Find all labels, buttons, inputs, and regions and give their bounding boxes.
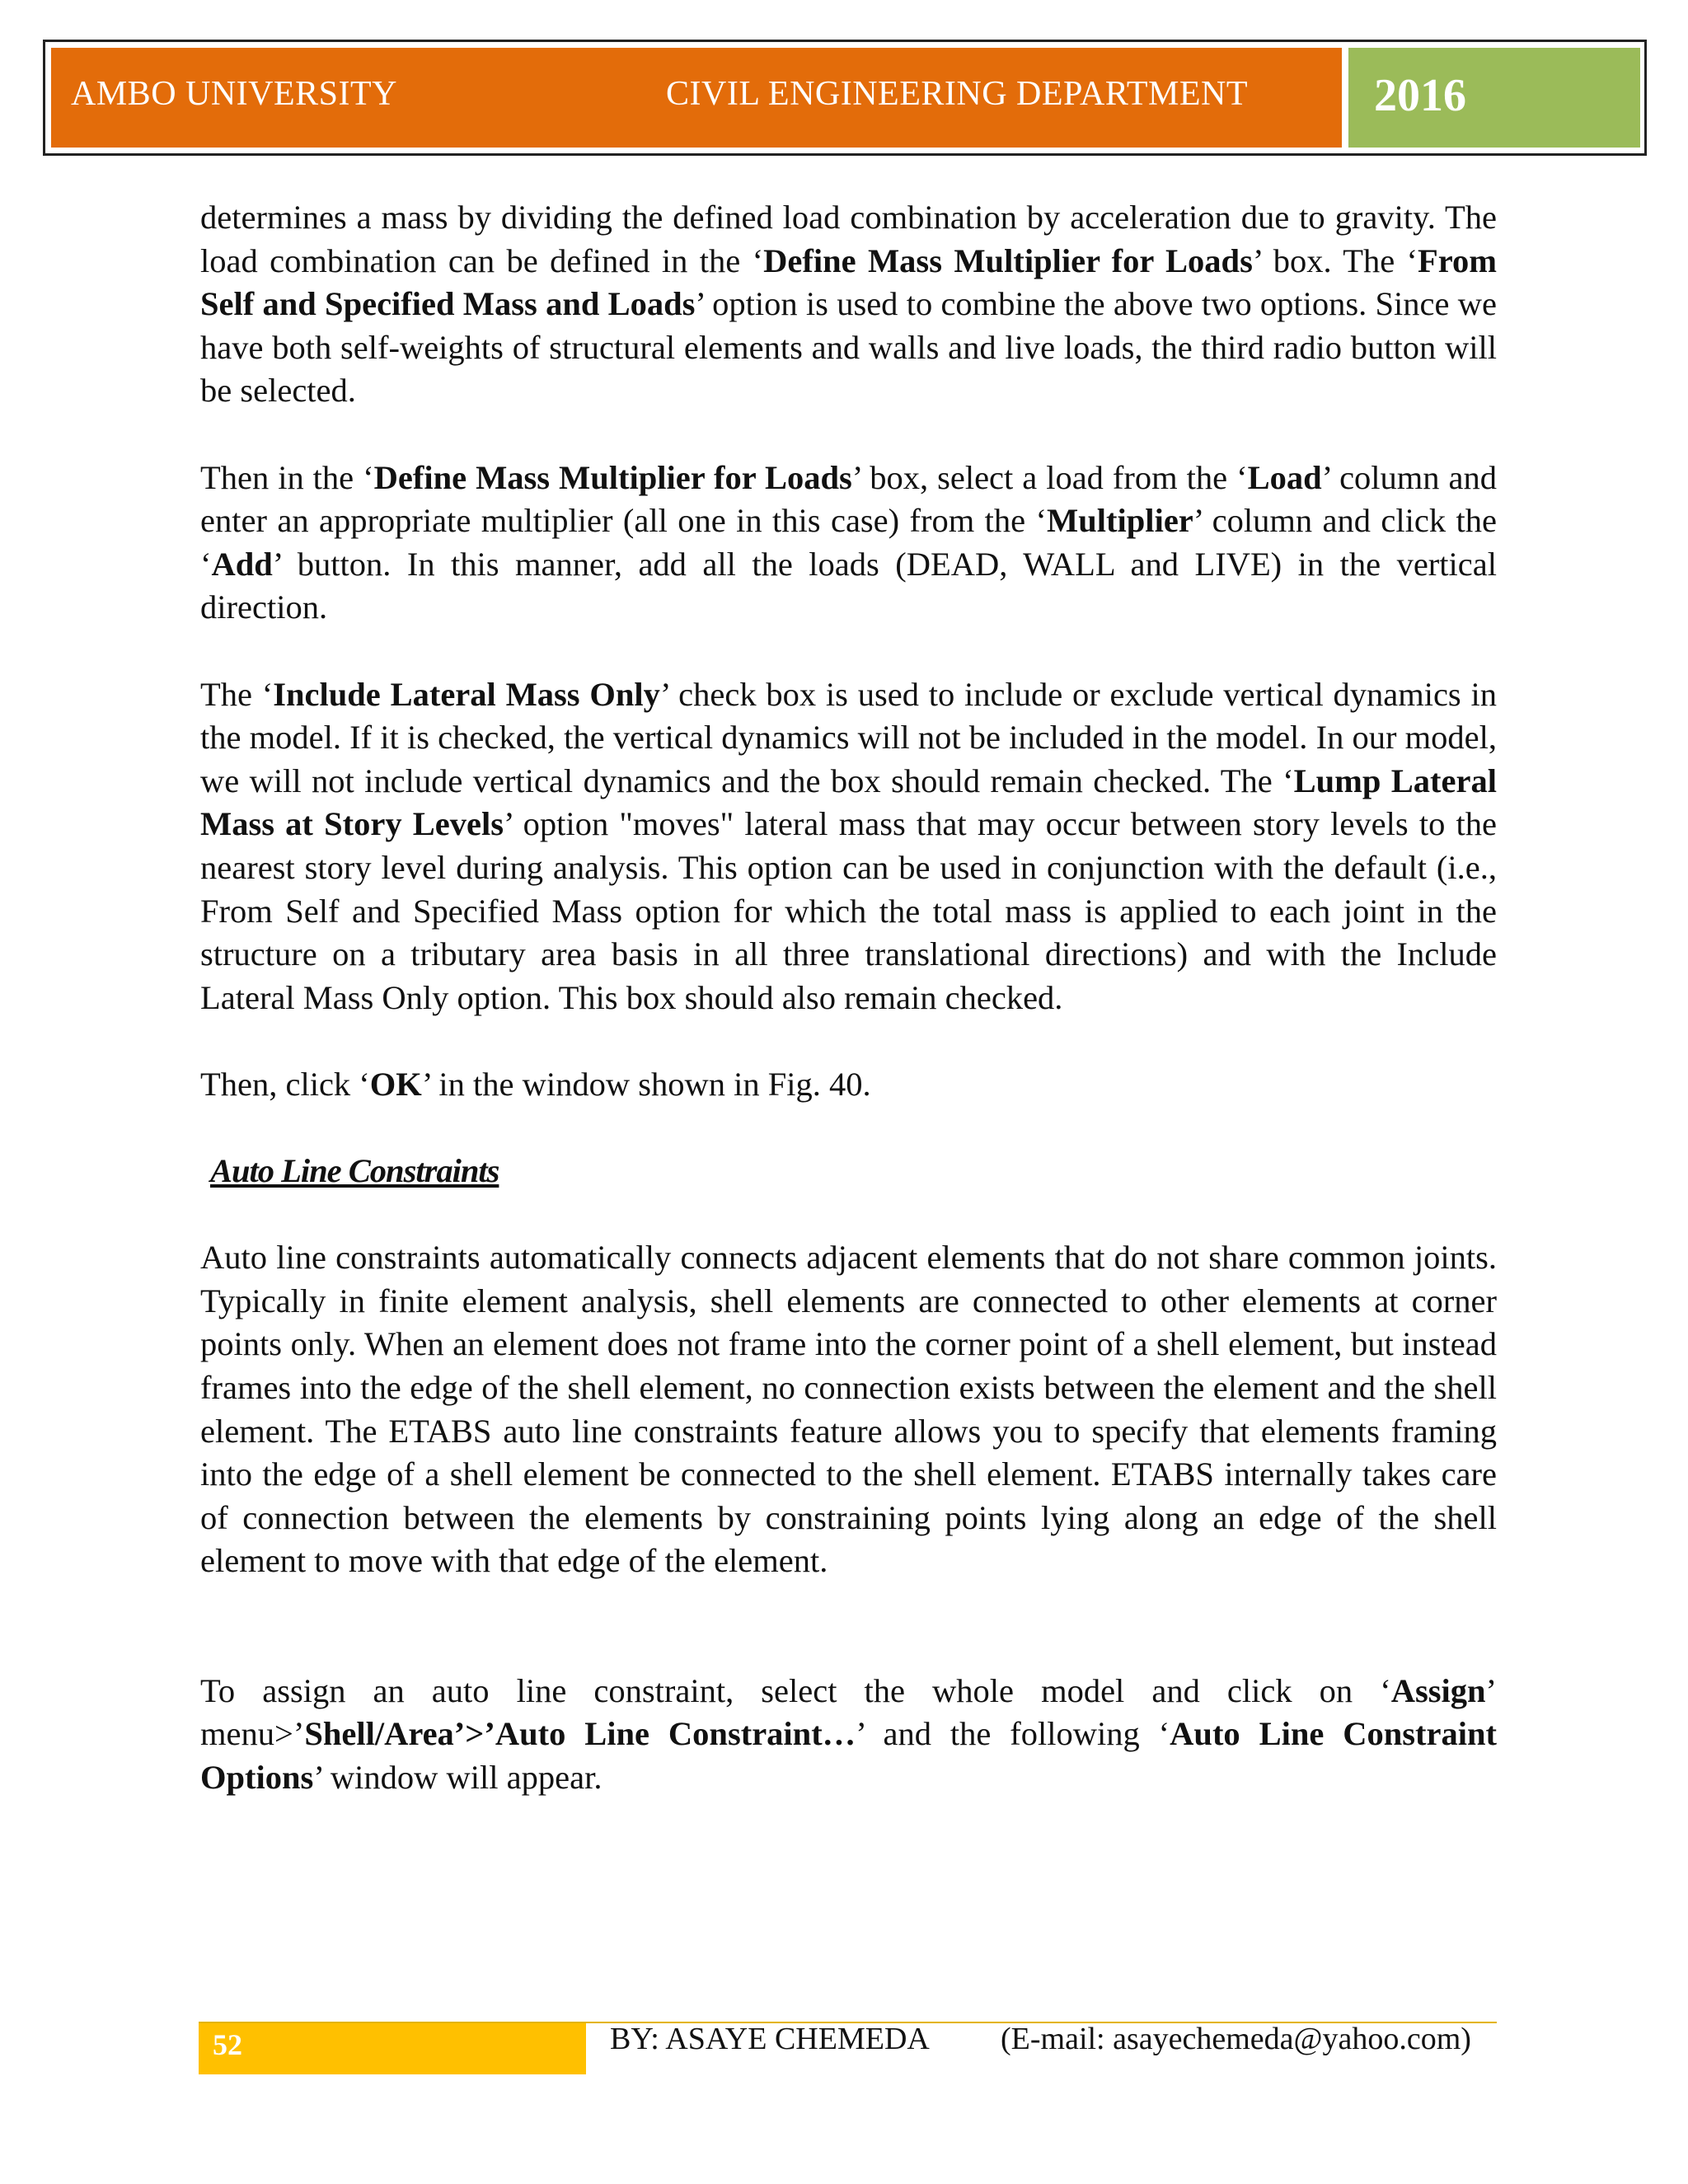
footer-page-box xyxy=(199,2023,586,2074)
paragraph-auto-line-constraints: Auto line constraints automatically connects adjacent elements that do not share common joints. Typically in finite element analysis, shell elements are connected to other elements at corner points only. When an element does not frame into the corner point of a shell element, but instead frames into the edge of the shell element, no connection exists between the element and the shell element. The ETABS auto line constraints feature allows you to specify that elements framing into the edge of a shell element be connected to the shell element. ETABS internally takes care of connection between the elements by constraining points lying along an edge of the shell element to move with that edge of the element. xyxy=(200,1239,1497,1580)
bold-term: Assign xyxy=(1390,1671,1486,1709)
paragraph-assign-constraint xyxy=(200,1670,1497,1800)
bold-term: Shell/Area’>’Auto Line Constraint… xyxy=(304,1715,856,1753)
footer-author: BY: ASAYE CHEMEDA xyxy=(610,2022,930,2056)
document-body xyxy=(200,196,1497,1843)
text-run: ’ column and enter an appropriate multiplier (all one in this case) from the ‘ xyxy=(200,458,1498,540)
text-run: ’ window will appear. xyxy=(313,1758,603,1796)
section-heading-paragraph xyxy=(200,1150,1497,1193)
paragraph-lateral-mass xyxy=(200,673,1497,1020)
text-run: determines a mass by dividing the defined load combination by acceleration due to gravity. The load combination can be defined in the ‘ xyxy=(200,199,1497,279)
bold-term: Lump Lateral Mass at Story Levels xyxy=(200,762,1497,843)
bold-term: OK xyxy=(369,1065,422,1103)
bold-term: Auto Line Constraint Options xyxy=(200,1715,1497,1796)
bold-term: From Self and Specified Mass and Loads xyxy=(200,241,1498,323)
header-year: 2016 xyxy=(1374,70,1466,121)
paragraph-mass-source xyxy=(200,196,1497,413)
bold-term: Multiplier xyxy=(1047,502,1193,540)
text-run: Then, click ‘ xyxy=(200,1065,370,1103)
paragraph-mass-multiplier xyxy=(200,457,1497,630)
text-run: To assign an auto line constraint, select the whole model and click on ‘ xyxy=(200,1671,1391,1709)
bold-term: Define Mass Multiplier for Loads xyxy=(373,458,852,496)
header-department: CIVIL ENGINEERING DEPARTMENT xyxy=(666,75,1248,113)
text-run: ’ in the window shown in Fig. 40. xyxy=(421,1065,871,1103)
page-number: 52 xyxy=(213,2028,242,2061)
text-run: ’ box, select a load from the ‘ xyxy=(851,458,1248,496)
paragraph-click-ok xyxy=(200,1063,1497,1107)
bold-term: Load xyxy=(1247,458,1322,496)
text-run: ’ and the following ‘ xyxy=(856,1715,1170,1753)
text-run: ’ menu>’ xyxy=(200,1671,1497,1753)
text-run: The ‘ xyxy=(200,675,274,713)
text-run: ’ check box is used to include or exclude vertical dynamics in the model. If it is checked, the vertical dynamics will not be included in the model. In our model, we will not include vertical dynamics and the box should remain checked. The ‘ xyxy=(200,675,1497,799)
text-run: ’ option "moves" lateral mass that may occur between story levels to the nearest story level during analysis. This option can be used in conjunction with the default (i.e., From Self and Specified Mass option for which the total mass is applied to each joint in the structure on a tributary area basis in all three translational directions) and with the Include Lateral Mass Only option. This box should also remain checked. xyxy=(200,805,1497,1016)
bold-term: Include Lateral Mass Only xyxy=(273,675,660,713)
footer-email: (E-mail: asayechemeda@yahoo.com) xyxy=(1001,2022,1471,2056)
text-run: Then in the ‘ xyxy=(200,458,374,496)
bold-term: Define Mass Multiplier for Loads xyxy=(763,241,1253,279)
section-heading: Auto Line Constraints xyxy=(210,1152,499,1190)
spacer xyxy=(200,1627,1497,1670)
header-university: AMBO UNIVERSITY xyxy=(71,75,397,113)
text-run: ’ button. In this manner, add all the loads (DEAD, WALL and LIVE) in the vertical direction. xyxy=(200,545,1497,626)
bold-term: Add xyxy=(211,545,273,583)
text-run: ’ option is used to combine the above two options. Since we have both self-weights of structural elements and walls and live loads, the third radio button will be selected. xyxy=(200,285,1497,410)
text-run: ’ column and click the ‘ xyxy=(200,502,1498,583)
text-run: ’ box. The ‘ xyxy=(1252,241,1418,279)
